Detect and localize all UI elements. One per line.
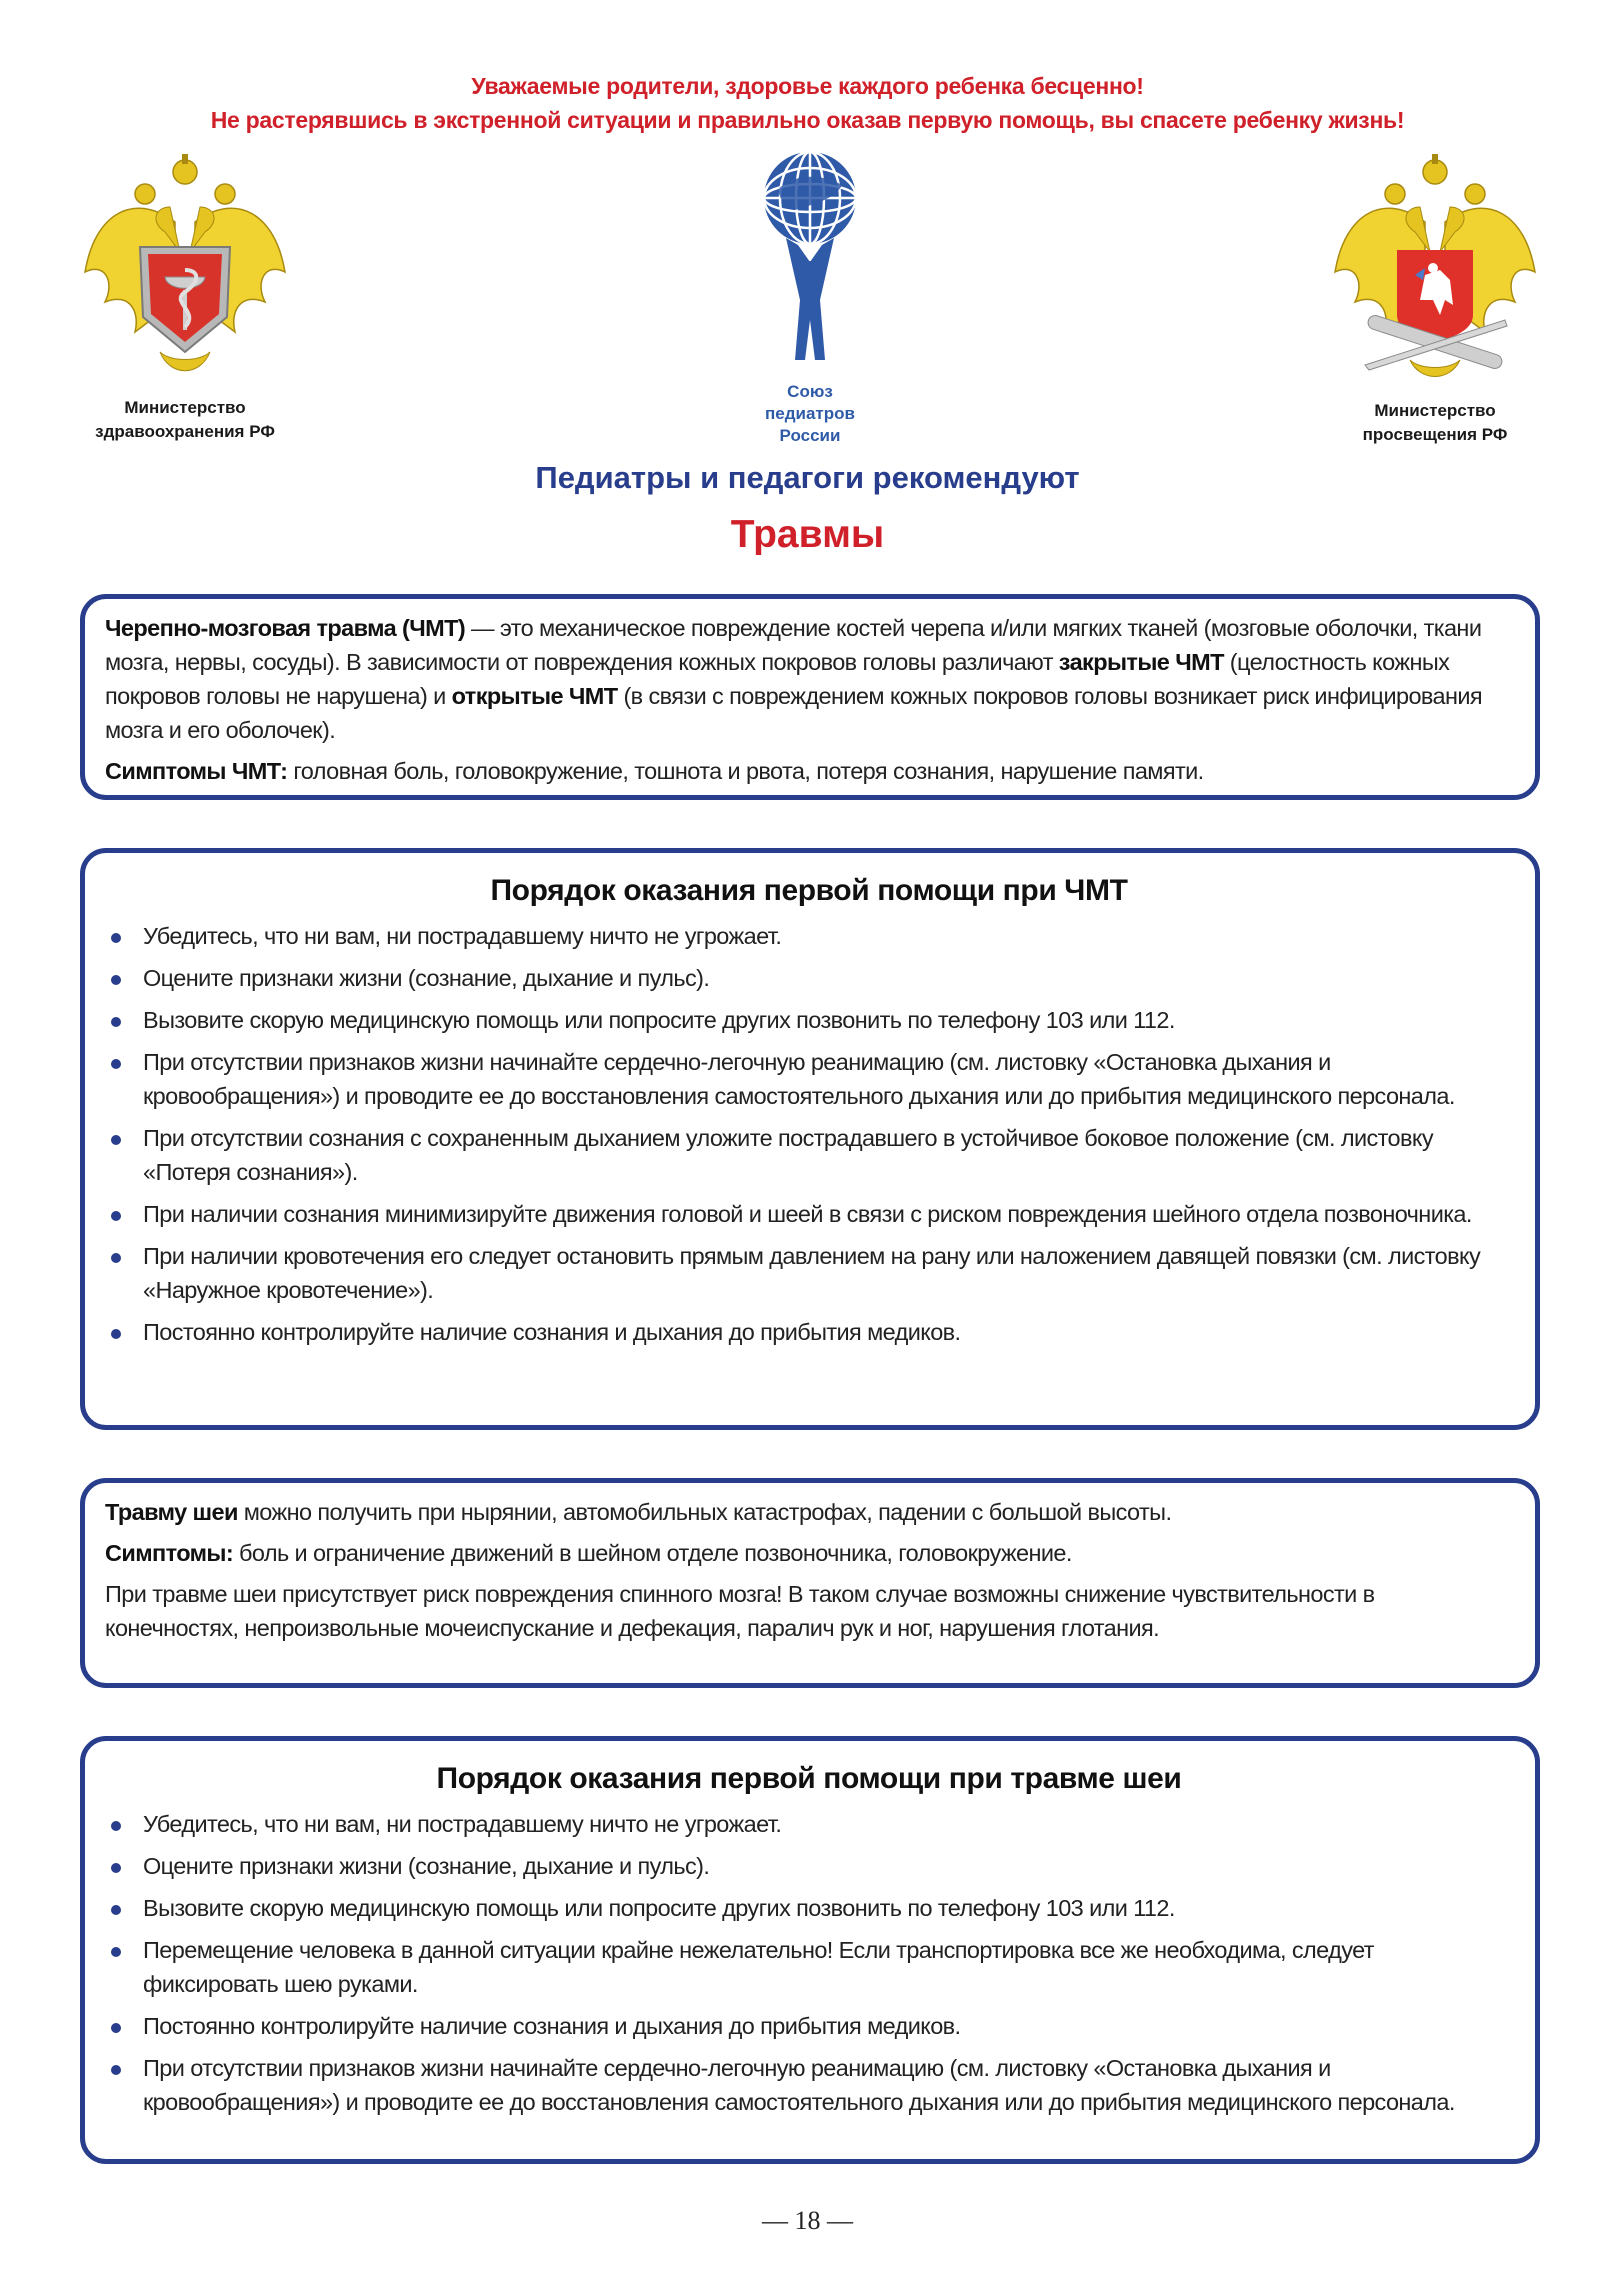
- logo-ministry-of-education: [1310, 150, 1560, 447]
- neck-first-aid-box: [80, 1736, 1540, 2164]
- tbi-closed-desc: (целостность кожных покровов головы не нарушена) и: [105, 649, 1450, 709]
- tbi-symptoms-paragraph: [105, 754, 1513, 788]
- tbi-open-term: открытые ЧМТ: [451, 683, 618, 709]
- list-item: Вызовите скорую медицинскую помощь или попросите других позвонить по телефону 103 или 112.: [105, 1891, 1513, 1925]
- list-item: При отсутствии признаков жизни начинайте сердечно-легочную реанимацию (см. листовку «Остановка дыхания и кровообращения») и проводите ее до восстановления самостоятельного дыхания или до прибытия медицинского персонала.: [105, 1045, 1513, 1113]
- list-item: При наличии кровотечения его следует остановить прямым давлением на рану или наложением давящей повязки (см. листовку «Наружное кровотечение»).: [105, 1239, 1513, 1307]
- neck-term: Травму шеи: [105, 1499, 238, 1525]
- neck-first-aid-title: Порядок оказания первой помощи при травме шеи: [436, 1762, 1182, 1795]
- tbi-first-aid-list: [105, 919, 1513, 1349]
- list-item: Вызовите скорую медицинскую помощь или попросите других позвонить по телефону 103 или 112.: [105, 1003, 1513, 1037]
- logo-left-caption-line-1: Министерство: [124, 398, 246, 417]
- list-item: Убедитесь, что ни вам, ни пострадавшему ничто не угрожает.: [105, 919, 1513, 953]
- list-item: Убедитесь, что ни вам, ни пострадавшему ничто не угрожает.: [105, 1807, 1513, 1841]
- tbi-first-aid-title: Порядок оказания первой помощи при ЧМТ: [490, 874, 1128, 907]
- ministry-of-education-emblem-icon: [1325, 150, 1545, 385]
- list-item: Оцените признаки жизни (сознание, дыхание и пульс).: [105, 961, 1513, 995]
- page-title: Травмы: [730, 513, 885, 556]
- tbi-definition-box: [80, 594, 1540, 800]
- logo-union-of-pediatricians: [720, 150, 900, 447]
- neck-symptoms-paragraph: [105, 1536, 1513, 1570]
- logo-center-caption-line-3: России: [779, 426, 841, 445]
- list-item: Перемещение человека в данной ситуации крайне нежелательно! Если транспортировка все же необходима, следует фиксировать шею руками.: [105, 1933, 1513, 2001]
- neck-first-aid-list: [105, 1807, 1513, 2119]
- logo-right-caption-line-1: Министерство: [1374, 401, 1496, 420]
- page-number: — 18 —: [762, 2206, 853, 2235]
- neck-injury-box: [80, 1478, 1540, 1688]
- tbi-symptoms-text: головная боль, головокружение, тошнота и рвота, потеря сознания, нарушение памяти.: [287, 758, 1204, 784]
- logo-ministry-of-health: [60, 152, 310, 444]
- list-item: При отсутствии сознания с сохраненным дыханием уложите пострадавшего в устойчивое боковое положение (см. листовку «Потеря сознания»).: [105, 1121, 1513, 1189]
- logo-right-caption-line-2: просвещения РФ: [1362, 425, 1508, 444]
- neck-risk-paragraph: При травме шеи присутствует риск повреждения спинного мозга! В таком случае возможны снижение чувствительности в конечностях, непроизвольные мочеиспускание и дефекация, паралич рук и ног, нарушения глотания.: [105, 1581, 1375, 1641]
- list-item: При наличии сознания минимизируйте движения головой и шеей в связи с риском повреждения шейного отдела позвоночника.: [105, 1197, 1513, 1231]
- list-item: Постоянно контролируйте наличие сознания и дыхания до прибытия медиков.: [105, 1315, 1513, 1349]
- list-item: Оцените признаки жизни (сознание, дыхание и пульс).: [105, 1849, 1513, 1883]
- neck-cause-paragraph: [105, 1495, 1513, 1529]
- neck-symptoms-text: боль и ограничение движений в шейном отделе позвоночника, головокружение.: [233, 1540, 1072, 1566]
- neck-cause-text: можно получить при нырянии, автомобильных катастрофах, падении с большой высоты.: [237, 1499, 1172, 1525]
- header-banner: [0, 70, 1615, 136]
- neck-symptoms-label: Симптомы:: [105, 1540, 234, 1566]
- page-subtitle: Педиатры и педагоги рекомендуют: [535, 460, 1080, 495]
- tbi-closed-term: закрытые ЧМТ: [1058, 649, 1224, 675]
- logo-center-caption-line-1: Союз: [787, 382, 833, 401]
- banner-line-1: Уважаемые родители, здоровье каждого ребенка бесценно!: [471, 73, 1144, 99]
- logo-center-caption-line-2: педиатров: [765, 404, 855, 423]
- tbi-symptoms-label: Симптомы ЧМТ:: [105, 758, 288, 784]
- tbi-open-desc: (в связи с повреждением кожных покровов головы возникает риск инфицирования мозга и его оболочек).: [105, 683, 1483, 743]
- tbi-definition-paragraph: [105, 611, 1513, 747]
- tbi-term: Черепно-мозговая травма (ЧМТ): [105, 615, 466, 641]
- list-item: Постоянно контролируйте наличие сознания и дыхания до прибытия медиков.: [105, 2009, 1513, 2043]
- tbi-definition-text: — это механическое повреждение костей черепа и/или мягких тканей (мозговые оболочки, ткани мозга, нервы, сосуды). В зависимости от повреждения кожных покровов головы различают: [105, 615, 1482, 675]
- logo-left-caption-line-2: здравоохранения РФ: [95, 422, 275, 441]
- tbi-first-aid-box: [80, 848, 1540, 1430]
- ministry-of-health-emblem-icon: [75, 152, 295, 382]
- banner-line-2: Не растерявшись в экстренной ситуации и правильно оказав первую помощь, вы спасете ребенку жизнь!: [210, 107, 1405, 133]
- union-of-pediatricians-globe-icon: [750, 150, 870, 375]
- list-item: При отсутствии признаков жизни начинайте сердечно-легочную реанимацию (см. листовку «Остановка дыхания и кровообращения») и проводите ее до восстановления самостоятельного дыхания или до прибытия медицинского персонала.: [105, 2051, 1513, 2119]
